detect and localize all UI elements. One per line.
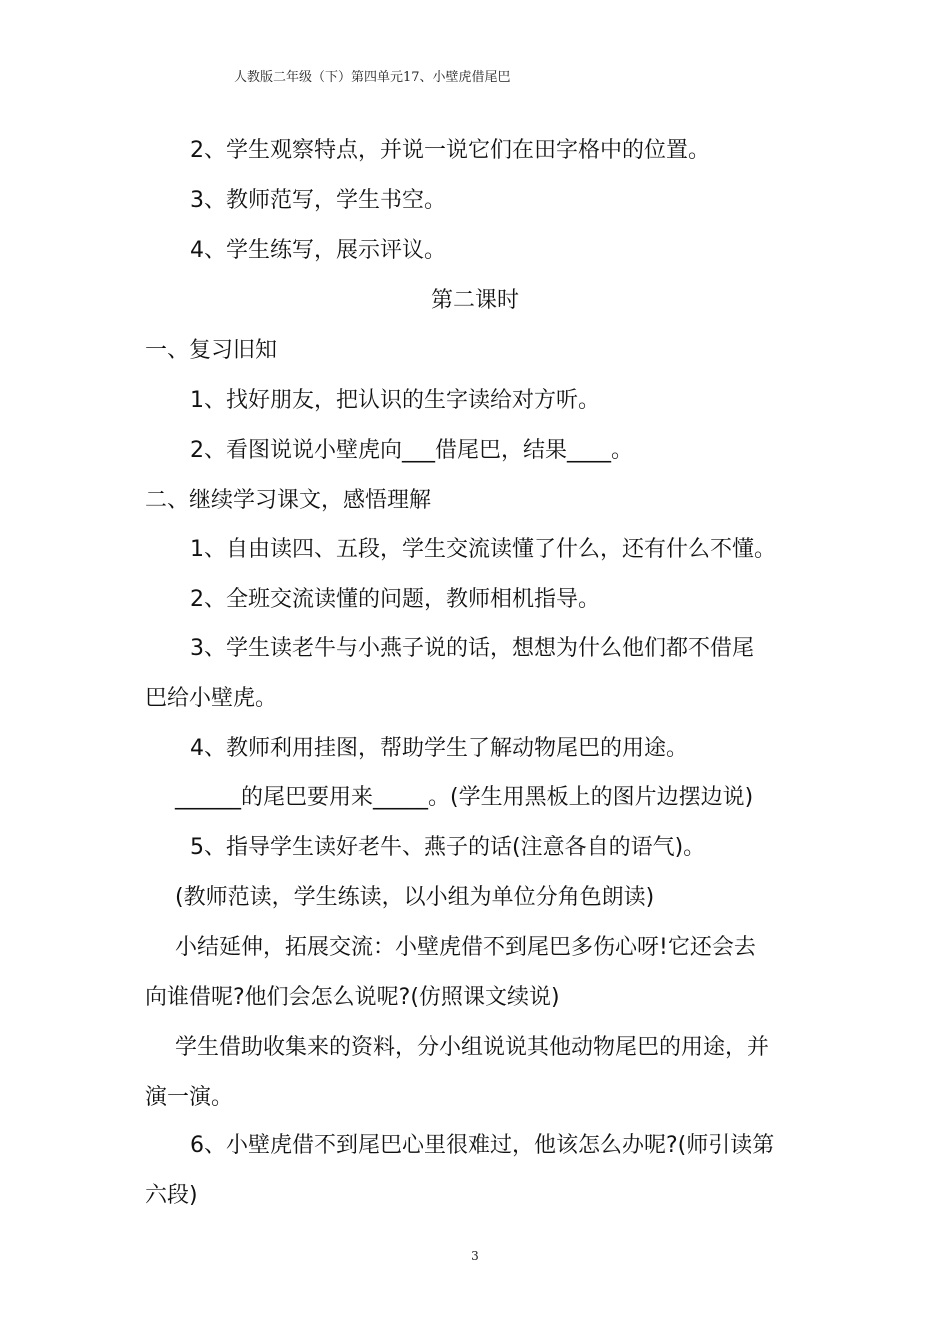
step-3-demonstrate: 3、教师范写，学生书空。: [190, 188, 446, 213]
learn-step-3-cont: 巴给小壁虎。: [145, 686, 278, 711]
document-header: 人教版二年级（下）第四单元17、小壁虎借尾巴: [234, 70, 511, 85]
review-step-1: 1、找好朋友，把认识的生字读给对方听。: [190, 388, 600, 413]
section-title: 第二课时: [430, 288, 519, 313]
heading-continue-learning: 二、继续学习课文，感悟理解: [145, 488, 432, 513]
fill-in-sentence: ______的尾巴要用来_____。(学生用黑板上的图片边摆边说): [175, 785, 754, 810]
learn-step-4: 4、教师利用挂图，帮助学生了解动物尾巴的用途。: [190, 736, 688, 761]
page-number: 3: [471, 1249, 479, 1263]
learn-step-2: 2、全班交流读懂的问题，教师相机指导。: [190, 587, 600, 612]
review-step-2: 2、看图说说小壁虎向___借尾巴，结果____。: [190, 438, 633, 463]
reading-note: (教师范读，学生练读，以小组为单位分角色朗读): [175, 885, 655, 910]
learn-step-5: 5、指导学生读好老牛、燕子的话(注意各自的语气)。: [190, 835, 706, 860]
learn-step-6: 6、小壁虎借不到尾巴心里很难过，他该怎么办呢?(师引读第: [190, 1133, 775, 1158]
summary-extension: 小结延伸，拓展交流：小壁虎借不到尾巴多伤心呀!它还会去: [175, 935, 756, 960]
group-activity: 学生借助收集来的资料，分小组说说其他动物尾巴的用途，并: [175, 1035, 770, 1060]
learn-step-3: 3、学生读老牛与小燕子说的话，想想为什么他们都不借尾: [190, 636, 754, 661]
group-activity-cont: 演一演。: [145, 1085, 234, 1110]
heading-review: 一、复习旧知: [145, 338, 278, 363]
summary-extension-cont: 向谁借呢?他们会怎么说呢?(仿照课文续说): [145, 985, 560, 1010]
learn-step-6-cont: 六段): [145, 1183, 198, 1208]
step-4-practice: 4、学生练写，展示评议。: [190, 238, 446, 263]
learn-step-1: 1、自由读四、五段，学生交流读懂了什么，还有什么不懂。: [190, 537, 776, 562]
step-2-observe: 2、学生观察特点，并说一说它们在田字格中的位置。: [190, 138, 710, 163]
